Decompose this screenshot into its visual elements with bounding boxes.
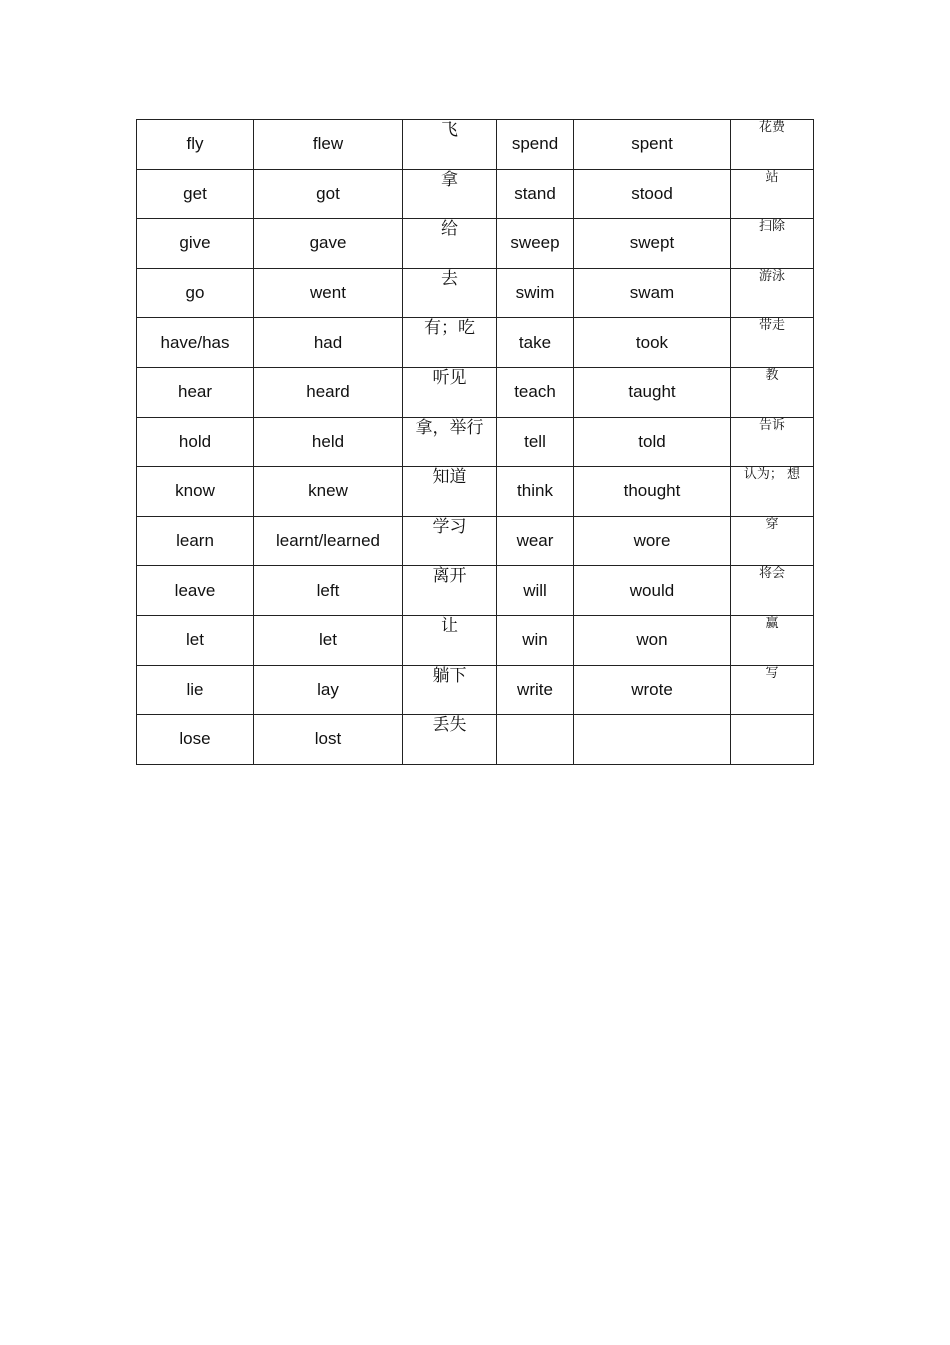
meaning-cell: 游泳: [731, 268, 814, 318]
past-form-cell: stood: [574, 169, 731, 219]
meaning-cell: 带走: [731, 318, 814, 368]
meaning-cell: 知道: [403, 467, 497, 517]
meaning-cell: 扫除: [731, 219, 814, 269]
meaning-cell: 拿，举行: [403, 417, 497, 467]
past-form-cell: got: [254, 169, 403, 219]
past-form-cell: won: [574, 615, 731, 665]
table-row: [137, 417, 814, 467]
base-form-cell: spend: [497, 120, 574, 170]
table-row: [137, 367, 814, 417]
base-form-cell: win: [497, 615, 574, 665]
table-row: [137, 120, 814, 170]
past-form-cell: swam: [574, 268, 731, 318]
table-row: [137, 615, 814, 665]
table-row: [137, 219, 814, 269]
past-form-cell: left: [254, 566, 403, 616]
past-form-cell: knew: [254, 467, 403, 517]
meaning-cell: 拿: [403, 169, 497, 219]
base-form-cell: hear: [137, 367, 254, 417]
past-form-cell: took: [574, 318, 731, 368]
base-form-cell: think: [497, 467, 574, 517]
base-form-cell: go: [137, 268, 254, 318]
past-form-cell: held: [254, 417, 403, 467]
base-form-cell: take: [497, 318, 574, 368]
meaning-cell: 将会: [731, 566, 814, 616]
base-form-cell: wear: [497, 516, 574, 566]
past-form-cell: flew: [254, 120, 403, 170]
past-form-cell: had: [254, 318, 403, 368]
base-form-cell: teach: [497, 367, 574, 417]
table-row: [137, 516, 814, 566]
base-form-cell: will: [497, 566, 574, 616]
past-form-cell: let: [254, 615, 403, 665]
meaning-cell: 让: [403, 615, 497, 665]
base-form-cell: get: [137, 169, 254, 219]
meaning-cell: 站: [731, 169, 814, 219]
past-form-cell: thought: [574, 467, 731, 517]
past-form-cell: told: [574, 417, 731, 467]
past-form-cell: gave: [254, 219, 403, 269]
meaning-cell: 丢失: [403, 715, 497, 765]
base-form-cell: know: [137, 467, 254, 517]
base-form-cell: fly: [137, 120, 254, 170]
base-form-cell: [497, 715, 574, 765]
meaning-cell: [731, 715, 814, 765]
meaning-cell: 认为； 想: [731, 467, 814, 517]
meaning-cell: 有；吃: [403, 318, 497, 368]
meaning-cell: 写: [731, 665, 814, 715]
meaning-cell: 赢: [731, 615, 814, 665]
base-form-cell: write: [497, 665, 574, 715]
base-form-cell: hold: [137, 417, 254, 467]
base-form-cell: learn: [137, 516, 254, 566]
table-row: [137, 467, 814, 517]
base-form-cell: have/has: [137, 318, 254, 368]
base-form-cell: leave: [137, 566, 254, 616]
irregular-verb-table: [136, 119, 814, 765]
meaning-cell: 教: [731, 367, 814, 417]
base-form-cell: tell: [497, 417, 574, 467]
verb-table-body: [137, 120, 814, 765]
base-form-cell: let: [137, 615, 254, 665]
meaning-cell: 穿: [731, 516, 814, 566]
base-form-cell: sweep: [497, 219, 574, 269]
past-form-cell: heard: [254, 367, 403, 417]
base-form-cell: give: [137, 219, 254, 269]
table-row: [137, 715, 814, 765]
table-row: [137, 665, 814, 715]
meaning-cell: 飞: [403, 120, 497, 170]
past-form-cell: would: [574, 566, 731, 616]
past-form-cell: [574, 715, 731, 765]
past-form-cell: went: [254, 268, 403, 318]
past-form-cell: swept: [574, 219, 731, 269]
meaning-cell: 给: [403, 219, 497, 269]
meaning-cell: 告诉: [731, 417, 814, 467]
meaning-cell: 躺下: [403, 665, 497, 715]
base-form-cell: lose: [137, 715, 254, 765]
base-form-cell: swim: [497, 268, 574, 318]
meaning-cell: 听见: [403, 367, 497, 417]
meaning-cell: 去: [403, 268, 497, 318]
meaning-cell: 离开: [403, 566, 497, 616]
past-form-cell: learnt/learned: [254, 516, 403, 566]
table-row: [137, 169, 814, 219]
past-form-cell: spent: [574, 120, 731, 170]
past-form-cell: wore: [574, 516, 731, 566]
meaning-cell: 花费: [731, 120, 814, 170]
base-form-cell: stand: [497, 169, 574, 219]
table-row: [137, 566, 814, 616]
past-form-cell: lay: [254, 665, 403, 715]
past-form-cell: taught: [574, 367, 731, 417]
past-form-cell: lost: [254, 715, 403, 765]
past-form-cell: wrote: [574, 665, 731, 715]
meaning-cell: 学习: [403, 516, 497, 566]
base-form-cell: lie: [137, 665, 254, 715]
table-row: [137, 268, 814, 318]
table-row: [137, 318, 814, 368]
